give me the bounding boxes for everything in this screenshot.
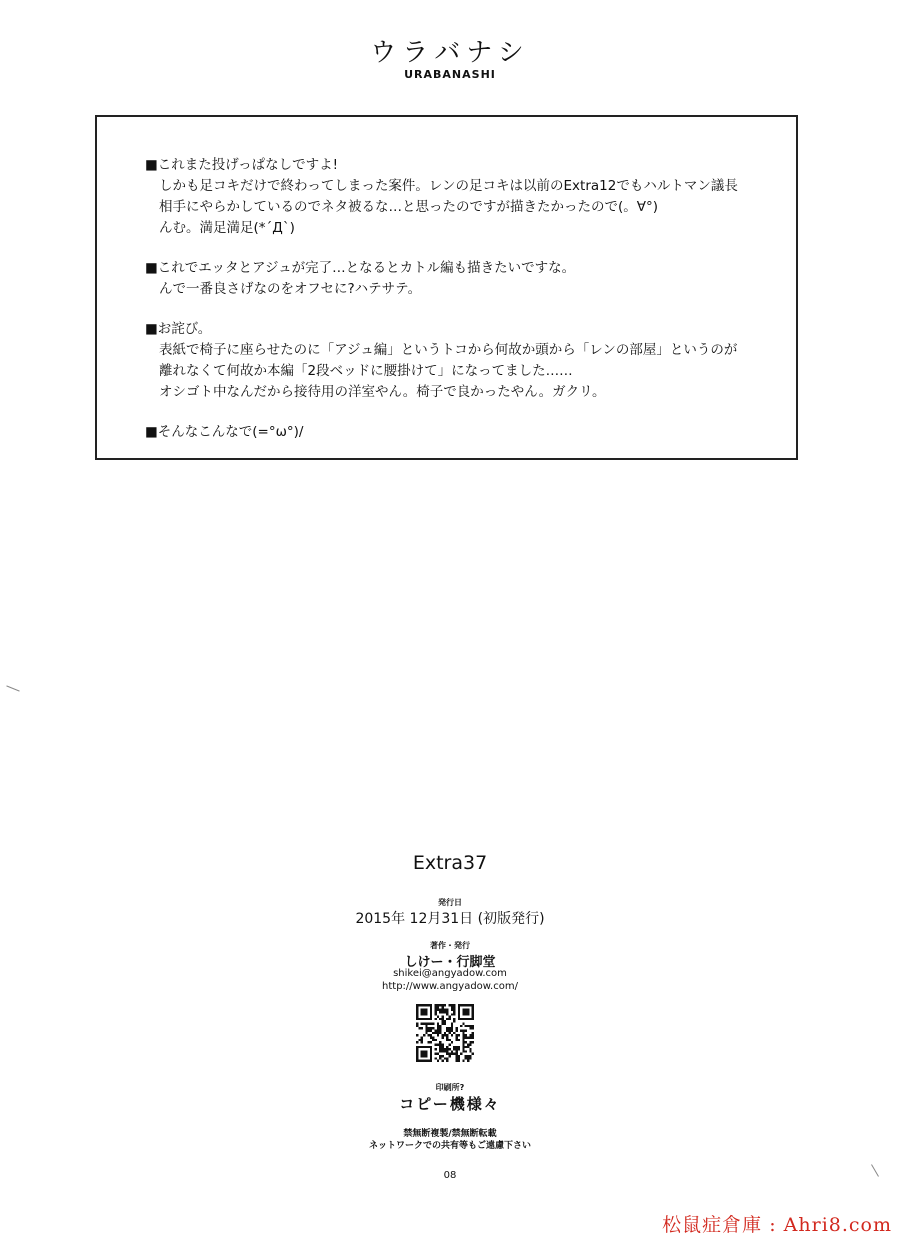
watermark-text: 松鼠症倉庫 : Ahri8.com	[662, 1214, 892, 1236]
author-email: shikei@angyadow.com	[393, 968, 507, 979]
scan-mark	[6, 685, 19, 691]
page-header	[0, 38, 900, 81]
note-line: 表紙で椅子に座らせたのに「アジュ編」というトコから何故か頭から「レンの部屋」というのが	[159, 342, 738, 358]
note-heading: ■そんなこんなで(=°ω°)/	[145, 424, 304, 440]
sharing-notice: ネットワークでの共有等もご遠慮下さい	[368, 1141, 531, 1151]
afterword-note	[145, 155, 785, 239]
author-url: http://www.angyadow.com/	[382, 981, 518, 992]
note-line: オシゴト中なんだから接待用の洋室やん。椅子で良かったやん。ガクリ。	[159, 384, 606, 400]
note-line: 離れなくて何故か本編「2段ベッドに腰掛けて」になってました……	[159, 363, 573, 379]
note-heading: ■お詫び。	[145, 321, 212, 337]
note-line: 相手にやらかしているのでネタ被るな…と思ったのですが描きたかったので(。∀°)	[159, 199, 659, 215]
page-number: 08	[443, 1170, 457, 1181]
header-title: ウラバナシ	[370, 38, 530, 68]
note-line: んで一番良さげなのをオフセに?ハテサテ。	[159, 281, 422, 297]
qr-code	[416, 1004, 474, 1062]
note-line: んむ。満足満足(*´Д`)	[159, 220, 295, 236]
printer-label: 印刷所?	[435, 1083, 465, 1092]
note-heading: ■これでエッタとアジュが完了…となるとカトル編も描きたいですな。	[145, 260, 576, 276]
afterword-note	[145, 319, 785, 403]
date-label: 発行日	[438, 898, 462, 907]
afterword-box	[95, 115, 798, 460]
note-heading: ■これまた投げっぱなしですよ!	[145, 157, 338, 173]
copyright-notice: 禁無断複製/禁無断転載	[403, 1129, 497, 1139]
afterword-note	[145, 258, 785, 300]
afterword-note	[145, 422, 785, 443]
note-line: しかも足コキだけで終わってしまった案件。レンの足コキは以前のExtra12でもハルトマン議長	[159, 178, 738, 194]
author-name: しけー・行脚堂	[404, 955, 496, 970]
printer-name: コピー機様々	[399, 1095, 501, 1113]
author-label: 著作・発行	[430, 941, 470, 950]
afterword-notes	[145, 155, 785, 462]
book-title: Extra37	[412, 852, 488, 874]
header-subtitle: URABANASHI	[404, 68, 496, 81]
publish-date: 2015年 12月31日 (初版発行)	[355, 911, 545, 927]
